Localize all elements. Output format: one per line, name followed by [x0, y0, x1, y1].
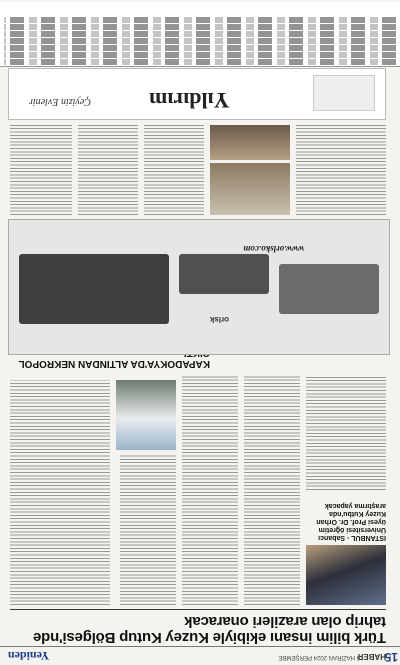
article-column — [182, 375, 238, 605]
photo-caption: ISTANBUL - Sabancı Üniversitesi öğretim üyesi Prof. Dr. Orhan Kuzey Kutbu'nda araştırma yapacak — [316, 502, 386, 541]
ad-logo: orlsk — [209, 315, 229, 324]
page-number: 15 — [384, 650, 398, 664]
article-column — [78, 125, 138, 215]
table-image — [179, 254, 269, 294]
ad-brand-name: Yıldırım — [149, 88, 230, 113]
section-label: HABER — [357, 652, 386, 661]
article-column — [296, 125, 386, 215]
excavation-photo — [210, 163, 290, 215]
masthead — [0, 646, 400, 665]
advertiser-strip — [0, 2, 400, 67]
newspaper-logo: Yeniden — [8, 649, 50, 663]
arctic-photo — [116, 380, 176, 450]
advertiser-logos — [4, 17, 396, 23]
advertiser-logos — [4, 31, 396, 37]
issue-date: 6 HAZİRAN 2024 PERŞEMBE — [278, 654, 360, 660]
excavation-photo — [210, 125, 290, 160]
advertiser-logos — [4, 24, 396, 30]
anniversary-badge — [313, 75, 375, 111]
article-column — [10, 125, 72, 215]
advertiser-logos — [4, 52, 396, 58]
sofa-image — [279, 264, 379, 314]
headline-rule — [10, 609, 386, 610]
advertiser-logos — [4, 59, 396, 65]
advertiser-logos — [4, 38, 396, 44]
portrait-photo — [306, 545, 386, 605]
article-column — [244, 375, 300, 605]
article-column — [10, 380, 110, 605]
article-column — [120, 455, 176, 605]
main-headline: Türk bilim insanı ekibiyle Kuzey Kutup Bölgesi'nde tahrip olan arazileri onaracak — [33, 613, 386, 646]
furniture-advertisement — [8, 219, 390, 355]
wedding-advertisement — [8, 68, 386, 120]
article-column — [144, 125, 204, 215]
secondary-headline: KAPADOKYA'DA ALTINDAN NEKROPOL — [18, 358, 210, 369]
sofa-image — [19, 254, 169, 324]
ad-url: www.orlsko.com — [243, 244, 304, 254]
advertiser-logos — [4, 45, 396, 51]
ad-tagline: Çeyizin Evlenir — [29, 96, 91, 107]
article-column — [306, 375, 386, 490]
